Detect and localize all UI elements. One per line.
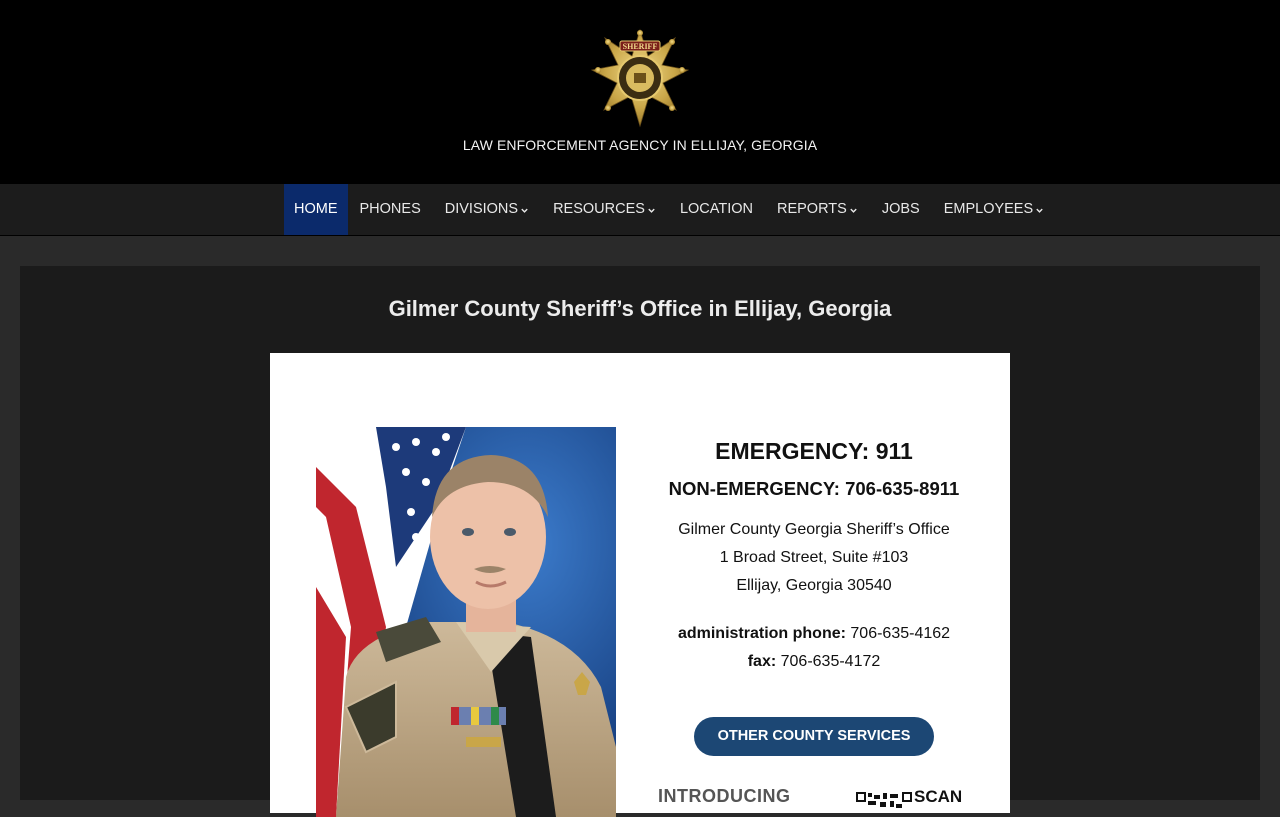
- nav-item-label: HOME: [294, 201, 338, 217]
- admin-phone-label: administration phone:: [677, 625, 846, 642]
- admin-phone-value[interactable]: 706-635-4162: [850, 625, 951, 642]
- main-navigation: [0, 184, 1280, 236]
- nav-item-label: JOBS: [881, 201, 920, 217]
- page-title: Gilmer County Sheriff’s Office in Ellijay, Georgia: [388, 296, 892, 321]
- other-county-services-button[interactable]: OTHER COUNTY SERVICES: [694, 717, 935, 756]
- chevron-down-icon: [520, 206, 529, 215]
- chevron-down-icon: [1035, 206, 1044, 215]
- button-wrapper: [646, 717, 982, 757]
- nav-item-label: EMPLOYEES: [943, 201, 1034, 217]
- fax-row: [646, 648, 982, 676]
- fax-label: fax:: [747, 653, 777, 670]
- nav-item-jobs[interactable]: [870, 184, 932, 235]
- app-promo-banner[interactable]: [658, 786, 978, 816]
- nav-item-home[interactable]: [284, 184, 348, 235]
- emergency-number: EMERGENCY: 911: [715, 438, 913, 464]
- info-card: [270, 353, 1010, 813]
- nav-item-label: RESOURCES: [553, 201, 645, 217]
- nav-item-label: REPORTS: [776, 201, 847, 217]
- nav-item-label: DIVISIONS: [444, 201, 519, 217]
- site-header: [0, 0, 1280, 184]
- sheriff-badge-logo[interactable]: [590, 28, 690, 128]
- office-contact: [646, 620, 982, 676]
- qr-code-icon: [856, 792, 912, 812]
- nav-item-resources[interactable]: [541, 184, 668, 235]
- chevron-down-icon: [849, 206, 858, 215]
- sheriff-portrait: [316, 427, 616, 817]
- admin-phone-row: [646, 620, 982, 648]
- nav-item-location[interactable]: [668, 184, 765, 235]
- nav-item-employees[interactable]: [932, 184, 1056, 235]
- nav-item-label: LOCATION: [679, 201, 753, 217]
- badge-text: SHERIFF: [622, 42, 658, 51]
- nav-item-reports[interactable]: [765, 184, 870, 235]
- fax-value: 706-635-4172: [780, 653, 881, 670]
- nav-item-label: PHONES: [359, 201, 421, 217]
- main-content: [20, 266, 1260, 806]
- address-line-3: Ellijay, Georgia 30540: [736, 577, 892, 594]
- site-tagline: LAW ENFORCEMENT AGENCY IN ELLIJAY, GEORGIA: [462, 137, 818, 153]
- address-line-2: 1 Broad Street, Suite #103: [719, 549, 909, 566]
- contact-info: [646, 435, 982, 757]
- scan-text: SCAN: [914, 787, 963, 806]
- chevron-down-icon: [647, 206, 656, 215]
- nav-list: [284, 184, 1056, 235]
- nav-item-phones[interactable]: [348, 184, 433, 235]
- non-emergency-number: NON-EMERGENCY: 706-635-8911: [668, 478, 960, 499]
- promo-text: INTRODUCING: [658, 786, 791, 806]
- address-line-1: Gilmer County Georgia Sheriff’s Office: [678, 521, 950, 538]
- nav-item-divisions[interactable]: [433, 184, 541, 235]
- office-address: [646, 516, 982, 600]
